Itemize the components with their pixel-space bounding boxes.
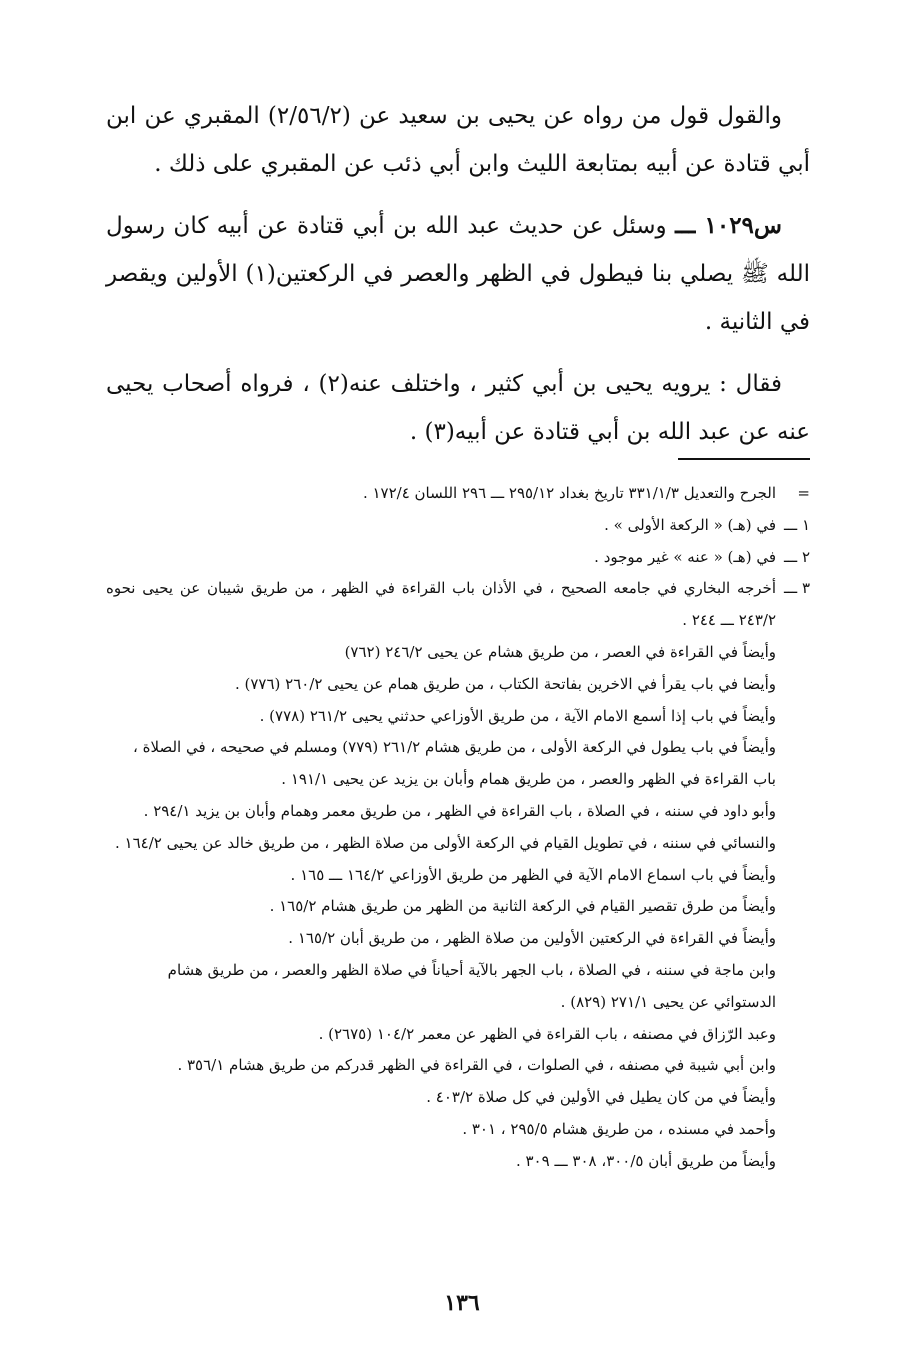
footnote-text: في (هـ) « عنه » غير موجود . [594, 547, 776, 566]
main-text [106, 92, 810, 470]
footnote-line: وأحمد في مسنده ، من طريق هشام ٢٩٥/٥ ، ٣٠١ . [462, 1119, 776, 1138]
question-paragraph [106, 202, 810, 346]
footnote-line: وابن ماجة في سننه ، في الصلاة ، باب الجهر بالآية أحياناً في صلاة الظهر والعصر ، من طريق هشام الدستوائي عن يحيى ٢٧١/١ (٨٢٩) . [167, 960, 776, 1011]
footnote-line: وأبو داود في سننه ، في الصلاة ، باب القراءة في الظهر ، من طريق معمر وهمام وأبان بن يزيد ٢٩٤/١ . [143, 801, 776, 820]
footnote-line: وأيضاً في القراءة في العصر ، من طريق هشام عن يحيى ٢٤٦/٢ (٧٦٢) [344, 642, 776, 661]
footnote-line: والنسائي في سننه ، في تطويل القيام في الركعة الأولى من صلاة الظهر ، من طريق خالد عن يحيى ١٦٤/٢ . [115, 833, 776, 852]
footnotes [106, 478, 810, 1178]
footnote-3 [106, 573, 810, 637]
footnote-line: وعبد الرّزاق في مصنفه ، باب القراءة في الظهر عن معمر ١٠٤/٢ (٢٦٧٥) . [318, 1024, 776, 1043]
footnote-line: وأيضاً في باب اسماع الامام الآية في الظهر من طريق الأوزاعي ١٦٤/٢ ـــ ١٦٥ . [290, 865, 776, 884]
answer-paragraph: فقال : يرويه يحيى بن أبي كثير ، واختلف عنه(٢) ، فرواه أصحاب يحيى عنه عن عبد الله بن أبي قتادة عن أبيه(٣) . [106, 371, 810, 445]
footnote-1 [106, 510, 810, 542]
footnote-marker: = [797, 484, 810, 502]
footnote-marker: ٣ ـــ [783, 579, 810, 598]
footnote-2 [106, 542, 810, 574]
footnote-line: وأيضاً في القراءة في الركعتين الأولين من صلاة الظهر ، من طريق أبان ١٦٥/٢ . [288, 929, 776, 948]
footnote-line: وأيضاً في باب يطول في الركعة الأولى ، من طريق هشام ٢٦١/٢ (٧٧٩) ومسلم في صحيحه ، في الصلاة ، باب القراءة في الظهر والعصر ، من طريق همام وأبان بن يزيد عن يحيى ١٩١/١ . [133, 738, 776, 789]
page-number: ١٣٦ [444, 1290, 480, 1316]
footnote-separator [678, 458, 810, 460]
footnote-text: في (هـ) « الركعة الأولى » . [604, 515, 776, 534]
footnote-line: وأيضا في باب يقرأ في الاخرين بفاتحة الكتاب ، من طريق همام عن يحيى ٢٦٠/٢ (٧٧٦) . [234, 674, 776, 693]
question-number: س١٠٢٩ ـــ [675, 212, 782, 239]
footnote-marker: ١ ـــ [783, 515, 810, 534]
footnote-line: وأيضاً من طريق أبان ٣٠٠/٥، ٣٠٨ ـــ ٣٠٩ . [515, 1151, 776, 1170]
paragraph-opening: والقول قول من رواه عن يحيى بن سعيد عن (٢/٥٦/٢) المقبري عن ابن أبي قتادة عن أبيه بمتابعة الليث وابن أبي ذئب عن المقبري على ذلك . [106, 103, 810, 177]
footnote-line: وأيضاً في من كان يطيل في الأولين في كل صلاة ٤٠٣/٢ . [426, 1088, 776, 1107]
footnote-marker: ٢ ـــ [783, 547, 810, 566]
footnote-continuation [106, 478, 810, 510]
footnote-text: الجرح والتعديل ٣٣١/١/٣ تاريخ بغداد ٢٩٥/١٢ ـــ ٢٩٦ اللسان ١٧٢/٤ . [362, 484, 776, 502]
footnote-text: أخرجه البخاري في جامعه الصحيح ، في الأذان باب القراءة في الظهر ، من طريق شيبان عن يحيى نحوه ٢٤٣/٢ ـــ ٢٤٤ . [106, 579, 776, 630]
footnote-line: وأيضاً في باب إذا أسمع الامام الآية ، من طريق الأوزاعي حدثني يحيى ٢٦١/٢ (٧٧٨) . [259, 706, 776, 725]
question-text: وسئل عن حديث عبد الله بن أبي قتادة عن أبيه كان رسول الله ﷺ يصلي بنا فيطول في الظهر والعصر في الركعتين(١) الأولين ويقصر في الثانية . [106, 213, 810, 335]
footnote-line: وأيضاً من طرق تقصير القيام في الركعة الثانية من الظهر من طريق هشام ١٦٥/٢ . [269, 897, 776, 916]
footnote-line: وابن أبي شيبة في مصنفه ، في الصلوات ، في القراءة في الظهر قدركم من طريق هشام ٣٥٦/١ . [177, 1056, 776, 1075]
